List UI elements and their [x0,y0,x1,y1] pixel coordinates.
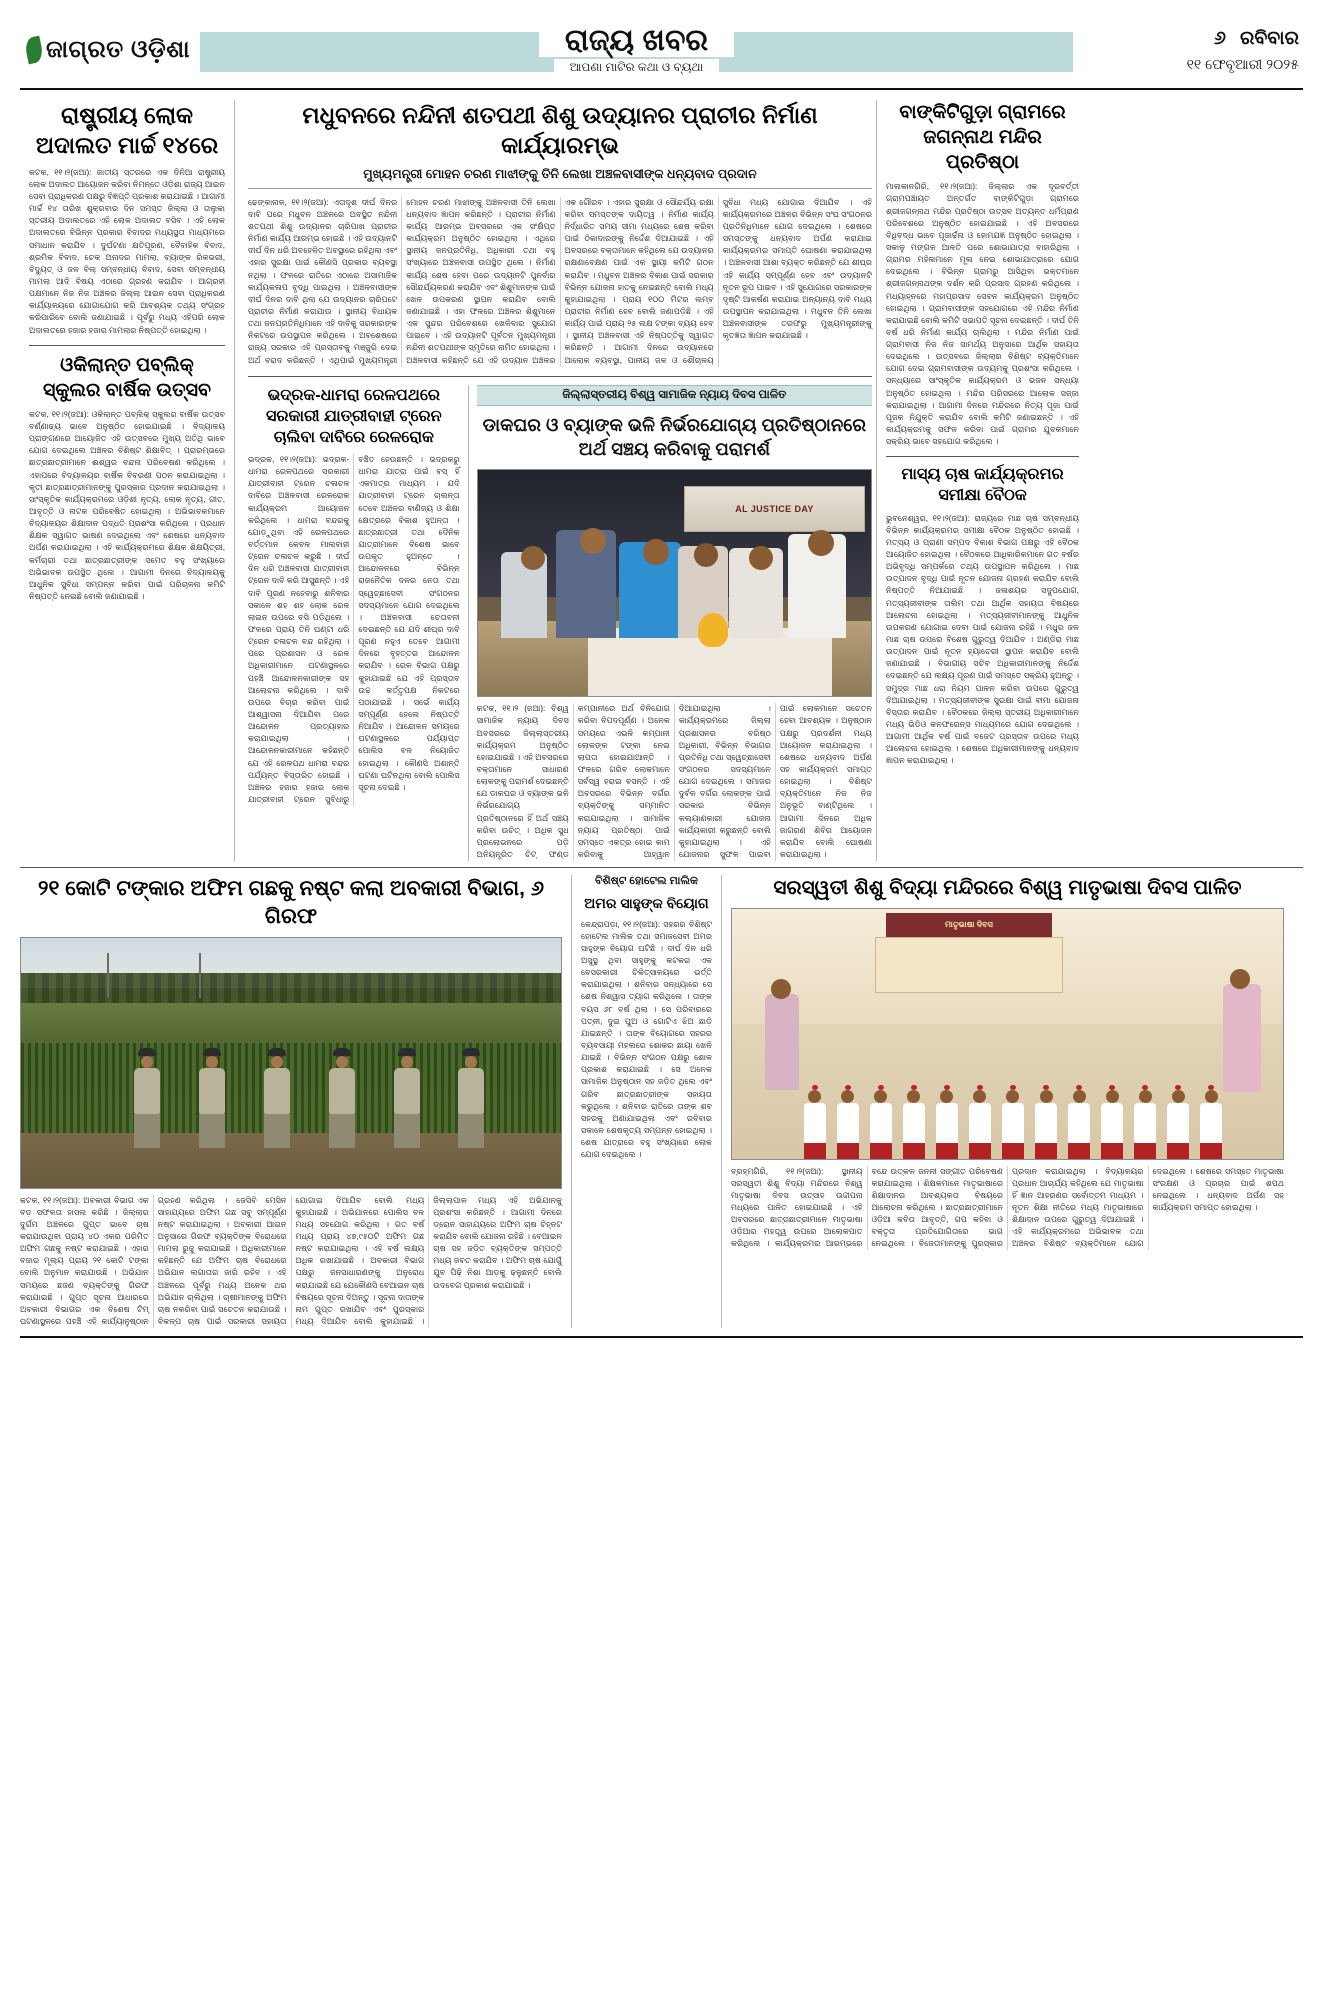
student-figure [837,1085,859,1159]
kicker-social-justice: ଜିଲ୍ଲାସ୍ତରୀୟ ବିଶ୍ୱ ସାମାଜିକ ନ୍ୟାୟ ଦିବସ ପାଳିତ [477,385,872,406]
person-head [771,979,791,999]
story-rail-rail-roko [244,385,469,861]
top-region [20,100,1303,861]
utility-pole-icon [107,953,109,998]
column-2 [234,100,876,861]
student-figure [903,1085,925,1159]
student-figure [1134,1085,1156,1159]
headline-rail-roko: ଭଦ୍ରକ-ଧାମରା ରେଳପଥରେ ସରକାରୀ ଯାତ୍ରୀବାହୀ ଟ୍ରେନ ଚାଲିବା ଦାବିରେ ରେଳରୋକ [265,386,442,446]
adult-figure [1223,984,1261,1092]
divider [886,456,1079,457]
student-figure [870,1085,892,1159]
student-figure [1068,1085,1090,1159]
story-body-obituary: କେନ୍ଦ୍ରାପଡ଼ା, ୧୧।୨(ଜଆ): ସହରର ବିଶିଷ୍ଟ ହୋଟେଲ ମାଲିକ ତଥା ସମାଜସେବୀ ଅମର ସାହୁଙ୍କ ବିୟୋଗ ଘଟିଛି । ଦୀର୍ଘ ଦିନ ଧରି ଅସୁସ୍ଥ ଥିବା ସାହୁଙ୍କୁ କଟକର ଏକ ବେସରକାରୀ ଚିକିତ୍ସାଳୟରେ ଭର୍ତ୍ତି କରାଯାଇଥିଲା । ଶନିବାର ସନ୍ଧ୍ୟାରେ ସେ ଶେଷ ନିଶ୍ୱାସ ତ୍ୟାଗ କରିଥିଲେ । ତାଙ୍କ ବୟସ ୬୮ ବର୍ଷ ଥିଲା । ସେ ପରିବାରରେ ପତ୍ନୀ, ଦୁଇ ପୁଅ ଓ ଗୋଟିଏ ଝିଅ ଛାଡ଼ି ଯାଇଛନ୍ତି । ତାଙ୍କ ବିୟୋଗରେ ସହରର ବ୍ୟବସାୟୀ ମହଲରେ ଶୋକର ଛାୟା ଖେଳି ଯାଇଛି । ବିଭିନ୍ନ ସଂଗଠନ ପକ୍ଷରୁ ଶୋକ ପ୍ରକାଶ କରାଯାଇଛି । ସେ ଅନେକ ସାମାଜିକ ଅନୁଷ୍ଠାନ ସହ ଜଡ଼ିତ ଥିଲେ ଏବଂ ଗରିବ ଛାତ୍ରଛାତ୍ରୀଙ୍କ ସହାୟତା କରୁଥିଲେ । ଶନିବାର ରାତିରେ ତାଙ୍କ ଶବ ସହରକୁ ଅଣାଯାଇଥିଲା ଏବଂ ରବିବାର ସକାଳେ ଶେଷକୃତ୍ୟ ସମ୍ପନ୍ନ ହୋଇଥିଲା । ଶେଷ ଯାତ୍ରାରେ ବହୁ ସଂଖ୍ୟାରେ ଲୋକ ଯୋଗ ଦେଇଥିଲେ । [581,919,712,1160]
story-body-lead-park-wall: ଢେଙ୍କାନାଳ, ୧୧।୨(ଜଆ): ଏତାଦୃଶ ଦୀର୍ଘ ଦିନର ଦାବି ପରେ ମଧୁବନ ଅଞ୍ଚଳରେ ଅବସ୍ଥିତ ନନ୍ଦିନୀ ଶତପଥୀ ଶିଶୁ ଉଦ୍ୟାନର ଚାରିପାଖ ପ୍ରାଚୀର ନିର୍ମାଣ କାର୍ଯ୍ୟ ଆରମ୍ଭ ହୋଇଛି । ଏହି ଉଦ୍ୟାନଟି ଦୀର୍ଘ ଦିନ ଧରି ଅବହେଳିତ ଅବସ୍ଥାରେ ରହିଥିଲା ଏବଂ ଏହାର ସୁରକ୍ଷା ପାଇଁ କୌଣସି ପ୍ରକାର ବ୍ୟବସ୍ଥା ନଥିଲା । ଫଳରେ ରାତିରେ ଏଠାରେ ଅସାମାଜିକ କାର୍ଯ୍ୟକଳାପ ବୃଦ୍ଧି ପାଇଥିଲା । ଅଞ୍ଚଳବାସୀଙ୍କ ଦୀର୍ଘ ଦିନର ଦାବି ଥିଲା ଯେ ଉଦ୍ୟାନର ଚାରିପଟେ ପ୍ରାଚୀର ନିର୍ମାଣ କରାଯାଉ । ସ୍ଥାନୀୟ ବିଧାୟକ ତଥା ଜନପ୍ରତିନିଧିମାନେ ଏହି ଦାବିକୁ ସରକାରଙ୍କ ନିକଟରେ ଉପସ୍ଥାପନ କରିଥିଲେ । ଅବଶେଷରେ ରାଜ୍ୟ ସରକାର ଏହି ପ୍ରସ୍ତାବକୁ ମଞ୍ଜୁରି ଦେଇ ଅର୍ଥ ବରାଦ କରିଛନ୍ତି । ଏଥିପାଇଁ ମୁଖ୍ୟମନ୍ତ୍ରୀ ମୋହନ ଚରଣ ମାଝୀଙ୍କୁ ଅଞ୍ଚଳବାସୀ ତିନି ଲେଖା ଧନ୍ୟବାଦ ଜ୍ଞାପନ କରିଛନ୍ତି । ପ୍ରାଚୀର ନିର୍ମାଣ କାର୍ଯ୍ୟ ଆରମ୍ଭ ଅବସରରେ ଏକ ସଂକ୍ଷିପ୍ତ କାର୍ଯ୍ୟକ୍ରମ ଅନୁଷ୍ଠିତ ହୋଇଥିଲା । ଏଥିରେ ସ୍ଥାନୀୟ ଜନପ୍ରତିନିଧି, ଅଧିକାରୀ ତଥା ବହୁ ସଂଖ୍ୟାରେ ଅଞ୍ଚଳବାସୀ ଉପସ୍ଥିତ ଥିଲେ । ନିର୍ମାଣ କାର୍ଯ୍ୟ ଶେଷ ହେବା ପରେ ଉଦ୍ୟାନଟି ପୁନର୍ବାର ସୌନ୍ଦର୍ଯ୍ୟକରଣ କରାଯିବ ଏବଂ ଶିଶୁମାନଙ୍କ ପାଇଁ ଖେଳ ଉପକରଣ ସ୍ଥାପନ କରାଯିବ ବୋଲି ଜଣାଯାଇଛି । ଏହା ଫଳରେ ଅଞ୍ଚଳର ଶିଶୁମାନେ ଏକ ସୁନ୍ଦର ପରିବେଶରେ ଖେଳିବାର ସୁଯୋଗ ପାଇବେ । ଏହି ଉଦ୍ୟାନଟି ପୂର୍ବତନ ମୁଖ୍ୟମନ୍ତ୍ରୀ ନନ୍ଦିନୀ ଶତପଥୀଙ୍କ ସ୍ମୃତିରେ ନାମିତ ହୋଇଥିଲା । ଅଞ୍ଚଳବାସୀ କହିଛନ୍ତି ଯେ ଏହି ଉଦ୍ୟାନ ଅଞ୍ଚଳର ଏକ ଗୌରବ । ଏହାର ସୁରକ୍ଷା ଓ ସୌନ୍ଦର୍ଯ୍ୟ ରକ୍ଷା କରିବା ସମସ୍ତଙ୍କ ଦାୟିତ୍ୱ । ନିର୍ମାଣ କାର୍ଯ୍ୟ ନିର୍ଦ୍ଧାରିତ ସମୟ ସୀମା ମଧ୍ୟରେ ଶେଷ କରିବା ପାଇଁ ଠିକାଦାରଙ୍କୁ ନିର୍ଦ୍ଦେଶ ଦିଆଯାଇଛି । ଏହି ଅବସରରେ ବକ୍ତାମାନେ କହିଥିଲେ ଯେ ଉଦ୍ୟାନର ରକ୍ଷଣାବେକ୍ଷଣ ପାଇଁ ଏକ ସ୍ଥାୟୀ କମିଟି ଗଠନ କରାଯିବ । ମଧୁବନ ଅଞ୍ଚଳର ବିକାଶ ପାଇଁ ସରକାର ବିଭିନ୍ନ ଯୋଜନା ହାତକୁ ନେଇଛନ୍ତି ବୋଲି ମଧ୍ୟ କୁହାଯାଇଥିଲା । ପ୍ରାୟ ୧୦୦ ମିଟର ଲମ୍ବ ପ୍ରାଚୀର ନିର୍ମାଣ ହେବ ବୋଲି ଜଣାପଡ଼ିଛି । ଏହି କାର୍ଯ୍ୟ ପାଇଁ ପ୍ରାୟ ୨୫ ଲକ୍ଷ ଟଙ୍କା ବ୍ୟୟ ହେବ । ସ୍ଥାନୀୟ ଅଞ୍ଚଳବାସୀ ଏହି ନିଷ୍ପତ୍ତିକୁ ସ୍ୱାଗତ କରିଛନ୍ତି । ଆଗାମୀ ଦିନରେ ଉଦ୍ୟାନରେ ଆଲୋକ ବ୍ୟବସ୍ଥା, ପାନୀୟ ଜଳ ଓ ଶୌଚାଳୟ ସୁବିଧା ମଧ୍ୟ ଯୋଗାଇ ଦିଆଯିବ । ଏହି କାର୍ଯ୍ୟକ୍ରମରେ ଅଞ୍ଚଳର ବିଭିନ୍ନ ସଂଘ ସଂଗଠନର ପ୍ରତିନିଧିମାନେ ଯୋଗ ଦେଇଥିଲେ । ଶେଷରେ ସମସ୍ତଙ୍କୁ ଧନ୍ୟବାଦ ଅର୍ପଣ କରାଯାଇ କାର୍ଯ୍ୟକ୍ରମର ସମାପ୍ତି ଘୋଷଣା କରାଯାଇଥିଲା । ଅଞ୍ଚଳବାସୀ ଆଶା ବ୍ୟକ୍ତ କରିଛନ୍ତି ଯେ ଶୀଘ୍ର ଏହି କାର୍ଯ୍ୟ ସମ୍ପୂର୍ଣ୍ଣ ହେବ ଏବଂ ଉଦ୍ୟାନଟି ନୂତନ ରୂପ ପାଇବ । ଏହି ସୁଯୋଗରେ ସରକାରଙ୍କ ଦୃଷ୍ଟି ଆକର୍ଷଣ କରାଯାଇ ଅନ୍ୟାନ୍ୟ ଦାବି ମଧ୍ୟ ଉପସ୍ଥାପନ କରାଯାଇଥିଲା । ମଧୁବନ ତିନି ଲେଖା ଅଞ୍ଚଳବାସୀଙ୍କ ତରଫରୁ ମୁଖ୍ୟମନ୍ତ୍ରୀଙ୍କୁ କୃତଜ୍ଞତା ଜ୍ଞାପନ କରାଯାଇଛି । [248,197,872,365]
student-figure [1002,1085,1024,1159]
headline-lok-adalat: ରାଷ୍ଟ୍ରୀୟ ଲୋକ ଅଦାଲତ ମାର୍ଚ୍ଚ ୧୪ରେ [35,102,219,159]
publication-date: ୧୧ ଫେବୃଆରୀ ୨୦୨୫ [1186,55,1299,72]
student-figure [1200,1085,1222,1159]
student-figure [969,1085,991,1159]
story-body-jagannath-temple: ମାଲକାନଗିରି, ୧୧।୨(ଜଆ): ଜିଲ୍ଲାର ଏକ ଦୂରବର୍ତ୍ତୀ ଗ୍ରାମପଞ୍ଚାୟତ ଅନ୍ତର୍ଗତ ବାଙ୍କିଟିଗୁଡ଼ା ଗ୍ରାମରେ ଶ୍ରୀଜଗନ୍ନାଥ ମନ୍ଦିର ପ୍ରତିଷ୍ଠା ଉତ୍ସବ ଅତ୍ୟନ୍ତ ଧର୍ମପ୍ରାଣ ପରିବେଶରେ ଅନୁଷ୍ଠିତ ହୋଇଯାଇଛି । ଏହି ଅବସରରେ ବିଧିବଦ୍ଧ ଭାବେ ପୂଜାର୍ଚ୍ଚନା ଓ ହୋମଯଜ୍ଞ ଅନୁଷ୍ଠିତ ହୋଇଥିଲା । ସକାଳୁ ମଙ୍ଗଳ ଆଳତି ପରେ ଶୋଭାଯାତ୍ରା ବାହାରିଥିଲା । ଗ୍ରାମର ମହିଳାମାନେ ମୂଳା ନେଇ ଶୋଭାଯାତ୍ରାରେ ଯୋଗ ଦେଇଥିଲେ । ବିଭିନ୍ନ ଗ୍ରାମରୁ ଆସିଥିବା ଭକ୍ତମାନେ ଶ୍ରୀଜଗନ୍ନାଥଙ୍କ ଦର୍ଶନ କରି ପ୍ରସାଦ ଗ୍ରହଣ କରିଥିଲେ । ମଧ୍ୟାହ୍ନରେ ମହାପ୍ରସାଦ ସେବନ କାର୍ଯ୍ୟକ୍ରମ ଅନୁଷ୍ଠିତ ହୋଇଥିଲା । ଗ୍ରାମବାସୀଙ୍କ ସହଯୋଗରେ ଏହି ମନ୍ଦିର ନିର୍ମାଣ କରାଯାଇଛି ବୋଲି କମିଟି ସଭାପତି ସୂଚନା ଦେଇଛନ୍ତି । ଦୀର୍ଘ ତିନି ବର୍ଷ ଧରି ନିର୍ମାଣ କାର୍ଯ୍ୟ ଚାଲିଥିଲା । ମନ୍ଦିର ନିର୍ମାଣ ପାଇଁ ଗ୍ରାମବାସୀ ନିଜ ନିଜ ସାମର୍ଥ୍ୟ ଅନୁସାରେ ଆର୍ଥିକ ସହାୟତା ଦେଇଥିଲେ । ଉତ୍ସବରେ ଜିଲ୍ଲାର ବିଶିଷ୍ଟ ବ୍ୟକ୍ତିମାନେ ଯୋଗ ଦେଇ ଗ୍ରାମବାସୀଙ୍କ ଉଦ୍ୟମକୁ ପ୍ରଶଂସା କରିଥିଲେ । ସନ୍ଧ୍ୟାରେ ସାଂସ୍କୃତିକ କାର୍ଯ୍ୟକ୍ରମ ଓ ଭଜନ ସନ୍ଧ୍ୟା ଅନୁଷ୍ଠିତ ହୋଇଥିଲା । ମନ୍ଦିର ପରିସରରେ ଆଲୋକ ସଜ୍ଜା କରାଯାଇଥିଲା । ଆଗାମୀ ଦିନରେ ମନ୍ଦିରରେ ନିତ୍ୟ ପୂଜା ପାଇଁ ପୂଜକ ନିଯୁକ୍ତି କରାଯିବ ବୋଲି କମିଟି ଜଣାଇଛନ୍ତି । ଏହି କାର୍ଯ୍ୟକ୍ରମକୁ ସଫଳ କରିବା ପାଇଁ ଗ୍ରାମର ଯୁବକମାନେ ସକ୍ରିୟ ଭାବେ ସହଯୋଗ କରିଥିଲେ । [886,182,1079,447]
headline-fishery-review-meeting: ମାସ୍ୟ ଚାଷ କାର୍ଯ୍ୟକ୍ରମର ସମୀକ୍ଷା ବୈଠକ [901,466,1064,505]
divider [248,376,872,377]
story-mother-language-day [722,875,1284,1328]
newspaper-logo [20,14,200,86]
leaf-icon [23,36,44,65]
person-head [643,539,669,565]
section-tagline: ଆପଣା ମାଟିର କଥା ଓ ବ୍ୟଥା [554,59,720,76]
story-body-rail-roko: ଭଦ୍ରକ, ୧୧।୨(ଜଆ): ଭଦ୍ରକ-ଧାମରା ରେଳପଥରେ ସରକାରୀ ଯାତ୍ରୀବାହୀ ଟ୍ରେନ ଚଳାଚଳ ଦାବିରେ ଅଞ୍ଚଳବାସୀ ରେଳରୋକ କାର୍ଯ୍ୟକ୍ରମ ଆୟୋଜନ କରିଥିଲେ । ଧାମରା ବନ୍ଦରକୁ ଯୋଡ଼ୁଥିବା ଏହି ରେଳପଥରେ ବର୍ତ୍ତମାନ କେବଳ ମାଲବାହୀ ଟ୍ରେନ ଚଳାଚଳ କରୁଛି । ଦୀର୍ଘ ଦିନ ଧରି ଅଞ୍ଚଳବାସୀ ଯାତ୍ରୀବାହୀ ଟ୍ରେନ ଦାବି କରି ଆସୁଛନ୍ତି । ଏହି ଦାବି ପୂରଣ ନହେବାରୁ ଶନିବାର ସକାଳେ ଶହ ଶହ ଲୋକ ରେଳ ଲାଇନ ଉପରେ ବସି ପଡ଼ିଥିଲେ । ଫଳରେ ପ୍ରାୟ ତିନି ଘଣ୍ଟା ଧରି ଟ୍ରେନ ଚଳାଚଳ ବନ୍ଦ ରହିଥିଲା । ପରେ ପ୍ରଶାସନ ଓ ରେଳ ଅଧିକାରୀମାନେ ଘଟଣାସ୍ଥଳରେ ପହଞ୍ଚି ଆନ୍ଦୋଳନକାରୀଙ୍କ ସହ ଆଲୋଚନା କରିଥିଲେ । ଦାବି ଉପରେ ବିଚାର କରିବା ପାଇଁ ଆଶ୍ୱାସନା ଦିଆଯିବା ପରେ ଆନ୍ଦୋଳନ ପ୍ରତ୍ୟାହାର କରାଯାଇଥିଲା । ଆନ୍ଦୋଳନକାରୀମାନେ କହିଛନ୍ତି ଯେ ଏହି ରେଳପଥ ଧାମରା ବନ୍ଦର ପର୍ଯ୍ୟନ୍ତ ବିସ୍ତାରିତ ହୋଇଛି । ଅଞ୍ଚଳର ହଜାର ହଜାର ଲୋକ ଯାତ୍ରୀବାହୀ ଟ୍ରେନ ସୁବିଧାରୁ ବଞ୍ଚିତ ହେଉଛନ୍ତି । ଭଦ୍ରକରୁ ଧାମରା ଯାତ୍ରା ପାଇଁ ବସ୍ ହିଁ ଏକମାତ୍ର ମାଧ୍ୟମ । ଯଦି ଯାତ୍ରୀବାହୀ ଟ୍ରେନ ଚାଲନ୍ତା ତେବେ ଅଞ୍ଚଳର ବାଣିଜ୍ୟ ଓ ଶିକ୍ଷା କ୍ଷେତ୍ରରେ ବିକାଶ ହୁଅନ୍ତା । ଛାତ୍ରଛାତ୍ରୀ ତଥା ଦୈନିକ ଯାତ୍ରୀମାନେ ବିଶେଷ ଭାବେ ଉପକୃତ ହୁଅନ୍ତେ । ଆନ୍ଦୋଳନରେ ବିଭିନ୍ନ ରାଜନୈତିକ ଦଳର ନେତା ତଥା ସ୍ୱେଚ୍ଛାସେବୀ ସଂଗଠନର ସଦସ୍ୟମାନେ ଯୋଗ ଦେଇଥିଲେ । ଅଞ୍ଚଳବାସୀ ଚେତାବନୀ ଦେଇଛନ୍ତି ଯେ ଯଦି ଶୀଘ୍ର ଦାବି ପୂରଣ ନହୁଏ ତେବେ ଆଗାମୀ ଦିନରେ ବୃହତ୍ତର ଆନ୍ଦୋଳନ କରାଯିବ । ରେଳ ବିଭାଗ ପକ୍ଷରୁ କୁହାଯାଇଛି ଯେ ଏହି ପ୍ରସ୍ତାବ ଉଚ୍ଚ କର୍ତ୍ତୃପକ୍ଷ ନିକଟରେ ପଠାଯାଇଛି । ସର୍ଭେ କାର୍ଯ୍ୟ ସମ୍ପୂର୍ଣ୍ଣ ହେଲେ ନିଷ୍ପତ୍ତି ନିଆଯିବ । ଆନ୍ଦୋଳନ ସମୟରେ ଘଟଣାସ୍ଥଳରେ ପର୍ଯ୍ୟାପ୍ତ ପୋଲିସ ବଳ ନିୟୋଜିତ ହୋଇଥିଲା । କୌଣସି ଅଶାନ୍ତି ଘଟଣା ଘଟିନଥିଲା ବୋଲି ପୋଲିସ ସୂଚନା ଦେଇଛି । [248,455,460,804]
photo-school-celebration [731,908,1284,1160]
divider [20,867,1303,868]
person-head [1230,969,1250,989]
story-body-mother-language-day: ବ୍ରହ୍ମଗିରି, ୧୧।୨(ଜଆ): ସ୍ଥାନୀୟ ସରସ୍ୱତୀ ଶିଶୁ ବିଦ୍ୟା ମନ୍ଦିରରେ ବିଶ୍ୱ ମାତୃଭାଷା ଦିବସ ଉତ୍ସାହ ଉଦ୍ଦୀପନା ମଧ୍ୟରେ ପାଳିତ ହୋଇଯାଇଛି । ଏହି ଅବସରରେ ଛାତ୍ରଛାତ୍ରୀମାନେ ମାତୃଭାଷା ଓଡ଼ିଆର ମହତ୍ତ୍ୱ ଉପରେ ଆଲୋକପାତ କରିଥିଲେ । କାର୍ଯ୍ୟକ୍ରମର ଆରମ୍ଭରେ ବନ୍ଦେ ଉତ୍କଳ ଜନନୀ ସଙ୍ଗୀତ ପରିବେଷଣ କରାଯାଇଥିଲା । ଶିକ୍ଷକମାନେ ମାତୃଭାଷାରେ ଶିକ୍ଷାଦାନର ଆବଶ୍ୟକତା ବିଷୟରେ ଆଲୋଚନା କରିଥିଲେ । ଛାତ୍ରଛାତ୍ରୀମାନେ ଓଡ଼ିଆ କବିତା ଆବୃତ୍ତି, ଗପ କହିବା ଓ ବକ୍ତୃତା ପ୍ରତିଯୋଗିତାରେ ଭାଗ ନେଇଥିଲେ । ବିଜେତାମାନଙ୍କୁ ପୁରସ୍କାର ପ୍ରଦାନ କରାଯାଇଥିଲା । ବିଦ୍ୟାଳୟର ପ୍ରଧାନ ଆଚାର୍ଯ୍ୟ କହିଥିଲେ ଯେ ମାତୃଭାଷା ହିଁ ଜ୍ଞାନ ଆହରଣର ସର୍ବୋତ୍ତମ ମାଧ୍ୟମ । ନୂତନ ଶିକ୍ଷା ନୀତିରେ ମଧ୍ୟ ମାତୃଭାଷାରେ ଶିକ୍ଷାଦାନ ଉପରେ ଗୁରୁତ୍ୱ ଦିଆଯାଇଛି । ଏହି କାର୍ଯ୍ୟକ୍ରମରେ ଅଭିଭାବକ ତଥା ଅଞ୍ଚଳର ବିଶିଷ୍ଟ ବ୍ୟକ୍ତିମାନେ ଯୋଗ ଦେଇଥିଲେ । ଶେଷରେ ସମସ୍ତେ ମାତୃଭାଷା ସଂରକ୍ଷଣ ଓ ପ୍ରଚାର ପାଇଁ ଶପଥ ନେଇଥିଲେ । ଧନ୍ୟବାଦ ଅର୍ପଣ ସହ କାର୍ଯ୍ୟକ୍ରମ ସମାପ୍ତ ହୋଇଥିଲା । [731,1166,1284,1249]
police-officer-figure [394,1048,420,1148]
masthead [20,14,1303,90]
person-head [521,546,545,570]
police-officer-figure [199,1048,225,1148]
kicker-obituary: ବିଶିଷ୍ଟ ହୋଟେଲ ମାଲିକ [594,875,699,888]
story-body-social-justice: କଟକ, ୧୧।୨ (ଜଆ): ବିଶ୍ୱ ସାମାଜିକ ନ୍ୟାୟ ଦିବସ ଅବସରରେ ଜିଲ୍ଲାସ୍ତରୀୟ କାର୍ଯ୍ୟକ୍ରମ ଅନୁଷ୍ଠିତ ହୋଇଯାଇଛି । ଏହି ଅବସରରେ ବକ୍ତାମାନେ ସାଧାରଣ ଲୋକଙ୍କୁ ପରାମର୍ଶ ଦେଇଛନ୍ତି ଯେ ଡାକଘର ଓ ବ୍ୟାଙ୍କ ଭଳି ନିର୍ଭରଯୋଗ୍ୟ ପ୍ରତିଷ୍ଠାନରେ ହିଁ ଅର୍ଥ ସଞ୍ଚୟ କରିବା ଉଚିତ୍ । ଅଧିକ ସୁଧ ପ୍ରଲୋଭନରେ ପଡ଼ି ଅନିୟନ୍ତ୍ରିତ ଚିଟ୍ ଫଣ୍ଡ କମ୍ପାନୀରେ ଅର୍ଥ ବିନିଯୋଗ କରିବା ବିପଦପୂର୍ଣ୍ଣ । ଅନେକ ସମୟରେ ଏଭଳି କମ୍ପାନୀ ଲୋକଙ୍କ ଟଙ୍କା ନେଇ ଲାପତା ହୋଇଯାଆନ୍ତି । ଫଳରେ ଗରିବ ଲୋକମାନେ ସର୍ବସ୍ୱ ହରାଇ ବସନ୍ତି । ଏହି ଅବସରରେ ବିଭିନ୍ନ ବର୍ଗର ବ୍ୟକ୍ତିଙ୍କୁ ସମ୍ମାନିତ କରାଯାଇଥିଲା । ସାମାଜିକ ନ୍ୟାୟ ପ୍ରତିଷ୍ଠା ପାଇଁ ସମସ୍ତେ ଏକତ୍ର ହୋଇ କାମ କରିବାକୁ ଆହ୍ୱାନ ଦିଆଯାଇଥିଲା । କାର୍ଯ୍ୟକ୍ରମରେ ଜିଲ୍ଲା ପ୍ରଶାସନର ବରିଷ୍ଠ ଅଧିକାରୀ, ବିଭିନ୍ନ ବିଭାଗର ପ୍ରତିନିଧି ତଥା ସ୍ୱେଚ୍ଛାସେବୀ ସଂଗଠନର ସଦସ୍ୟମାନେ ଯୋଗ ଦେଇଥିଲେ । ସମାଜର ଦୁର୍ବଳ ବର୍ଗର ଲୋକଙ୍କ ପାଇଁ ସରକାର ବିଭିନ୍ନ କଲ୍ୟାଣକାରୀ ଯୋଜନା କାର୍ଯ୍ୟକାରୀ କରୁଛନ୍ତି ବୋଲି କୁହାଯାଇଥିଲା । ଏହି ଯୋଜନାର ସୁଫଳ ପାଇବା ପାଇଁ ଲୋକମାନେ ସଚେତନ ହେବା ଆବଶ୍ୟକ । ଅନୁଷ୍ଠାନ ପକ୍ଷରୁ ପ୍ରଦର୍ଶନୀ ମଧ୍ୟ ଆୟୋଜନ କରାଯାଇଥିଲା । ଶେଷରେ ଧନ୍ୟବାଦ ଅର୍ପଣ ସହ କାର୍ଯ୍ୟକ୍ରମ ସମାପ୍ତ ହୋଇଥିଲା । ବିଶିଷ୍ଟ ବ୍ୟକ୍ତିମାନେ ନିଜ ନିଜ ଅନୁଭୂତି ବାଣ୍ଟିଥିଲେ । ଆଗାମୀ ଦିନରେ ଅଧିକ ଜାଗରଣ ଶିବିର ଆୟୋଜନ କରାଯିବ ବୋଲି ଘୋଷଣା କରାଯାଇଥିଲା । [476,704,872,859]
story-body-fishery-review-meeting: ଭୁବନେଶ୍ୱର, ୧୧।୨(ଜଆ): ରାଜ୍ୟରେ ମାଛ ଚାଷ ସମ୍ବନ୍ଧୀୟ ବିଭିନ୍ନ କାର୍ଯ୍ୟକ୍ରମର ସମୀକ୍ଷା ବୈଠକ ଅନୁଷ୍ଠିତ ହୋଇଛି । ମତ୍ସ୍ୟ ଓ ପ୍ରାଣୀ ସମ୍ପଦ ବିକାଶ ବିଭାଗ ପକ୍ଷରୁ ଏହି ବୈଠକ ଆୟୋଜିତ ହୋଇଥିଲା । ବୈଠକରେ ଆଧିକାରିକମାନେ ଗତ ବର୍ଷର ଅଭିବୃଦ୍ଧି ସମ୍ପର୍କରେ ତଥ୍ୟ ଉପସ୍ଥାପନ କରିଥିଲେ । ମାଛ ଉତ୍ପାଦନ ବୃଦ୍ଧି ପାଇଁ ନୂତନ ଯୋଜନା ଗ୍ରହଣ କରାଯିବ ବୋଲି ନିଷ୍ପତ୍ତି ନିଆଯାଇଛି । ଜଳାଶୟର ସଦୁପଯୋଗ, ମତ୍ସ୍ୟଜୀବୀଙ୍କ ତାଲିମ ତଥା ଆର୍ଥିକ ସହାୟତା ବିଷୟରେ ଆଲୋଚନା ହୋଇଥିଲା । ମତ୍ସ୍ୟଜୀବୀମାନଙ୍କୁ ଆଧୁନିକ ଉପକରଣ ଯୋଗାଇ ଦେବା ପାଇଁ ଯୋଜନା ରହିଛି । ମଧୁର ଜଳ ମାଛ ଚାଷ ଉପରେ ବିଶେଷ ଗୁରୁତ୍ୱ ଦିଆଯିବ । ଅଣ୍ଡିରା ମାଛ ଉତ୍ପାଦନ ପାଇଁ ନୂତନ ହ୍ୟାଚେରୀ ସ୍ଥାପନ କରାଯିବ ବୋଲି ଜଣାଯାଇଛି । ବିଭାଗୀୟ ସଚିବ ଅଧିକାରୀମାନଙ୍କୁ ନିର୍ଦ୍ଦେଶ ଦେଇଛନ୍ତି ଯେ ଲକ୍ଷ୍ୟ ପୂରଣ ପାଇଁ ସମସ୍ତେ ସକ୍ରିୟ ହୁଅନ୍ତୁ । ସମୁଦ୍ର ମାଛ ଧରା ନିୟମ ପାଳନ କରିବା ଉପରେ ଗୁରୁତ୍ୱ ଦିଆଯାଇଥିଲା । ମତ୍ସ୍ୟଜୀବୀଙ୍କ ସୁରକ୍ଷା ପାଇଁ ବୀମା ଯୋଜନା ବିସ୍ତାର କରାଯିବ । ବୈଠକରେ ଜିଲ୍ଲା ସ୍ତରୀୟ ଅଧିକାରୀମାନେ ମଧ୍ୟ ଭିଡିଓ କନଫରେନ୍ସ ମାଧ୍ୟମରେ ଯୋଗ ଦେଇଥିଲେ । ଆଗାମୀ ଆର୍ଥିକ ବର୍ଷ ପାଇଁ ବଜେଟ ପ୍ରସ୍ତାବ ଉପରେ ମଧ୍ୟ ଆଲୋଚନା ହୋଇଥିଲା । ଶେଷରେ ଅଧିକାରୀମାନଙ୍କୁ ଧନ୍ୟବାଦ ଜ୍ଞାପନ କରାଯାଇଥିଲା । [886,513,1079,766]
story-opium-destroyed [20,875,572,1328]
police-officer-figure [329,1048,355,1148]
weekday: ରବିବାର [1239,27,1299,49]
divider [29,345,225,346]
headline-obituary: ଅମର ସାହୁଙ୍କ ବିୟୋଗ [584,895,709,912]
subheadline-lead-park-wall: ମୁଖ୍ୟମନ୍ତ୍ରୀ ମୋହନ ଚରଣ ମାଝୀଙ୍କୁ ତିନି ଲେଖା ଅଞ୍ଚଳବାସୀଙ୍କ ଧନ୍ୟବାଦ ପ୍ରଦାନ [248,167,872,189]
masthead-center [200,14,1073,86]
photo-social-justice-event [477,469,872,697]
adult-figure [765,994,799,1090]
headline-mother-language-day: ସରସ୍ୱତୀ ଶିଶୁ ବିଦ୍ୟା ମନ୍ଦିରରେ ବିଶ୍ୱ ମାତୃଭାଷା ଦିବସ ପାଳିତ [773,877,1242,900]
column-1 [20,100,234,861]
student-figure [804,1085,826,1159]
student-figure [1035,1085,1057,1159]
police-officer-figure [458,1048,484,1148]
police-officer-figure [134,1048,160,1148]
bottom-region [20,875,1303,1328]
student-figure [1167,1085,1189,1159]
story-body-opium-destroyed: କଟକ, ୧୧।୨(ଜଆ): ଅବକାରୀ ବିଭାଗ ଏକ ବଡ଼ ସଫଳତା ହାସଲ କରିଛି । ଜିଲ୍ଲାର ଦୁର୍ଗମ ଅଞ୍ଚଳରେ ଗୁପ୍ତ ଭାବେ ଚାଷ କରାଯାଉଥିବା ପ୍ରାୟ ୪୦ ଏକର ପରିମିତ ଅଫିମ ଗଛକୁ ନଷ୍ଟ କରାଯାଇଛି । ଏହାର ବଜାର ମୂଲ୍ୟ ପ୍ରାୟ ୨୧ କୋଟି ଟଙ୍କା ବୋଲି ଅନୁମାନ କରାଯାଉଛି । ଅଭିଯାନ ସମୟରେ ଛଜଣ ବ୍ୟକ୍ତିଙ୍କୁ ଗିରଫ କରାଯାଇଛି । ଗୁପ୍ତ ସୂଚନା ଆଧାରରେ ଅବକାରୀ ବିଭାଗର ଏକ ବିଶେଷ ଟିମ୍ ଘଟଣାସ୍ଥଳରେ ପହଞ୍ଚି ଏହି କାର୍ଯ୍ୟାନୁଷ୍ଠାନ ଗ୍ରହଣ କରିଥିଲା । ଜେସିବି ମେସିନ ସାହାଯ୍ୟରେ ଅଫିମ ଗଛ ସବୁ ସମ୍ପୂର୍ଣ୍ଣ ନଷ୍ଟ କରାଯାଇଥିଲା । ଅବକାରୀ ଆଇନ ଅନୁସାରେ ଗିରଫ ବ୍ୟକ୍ତିଙ୍କ ବିରୋଧରେ ମାମଲା ରୁଜୁ କରାଯାଇଛି । ଅଧିକାରୀମାନେ କହିଛନ୍ତି ଯେ ଅଫିମ ଚାଷ ବିରୋଧରେ ଅଭିଯାନ ଲଗାତାର ଜାରି ରହିବ । ଏହି ଅଞ୍ଚଳରେ ପୂର୍ବରୁ ମଧ୍ୟ ଅନେକ ଥର ଅଭିଯାନ ଚାଲିଥିଲା । ଚାଷୀମାନଙ୍କୁ ଅଫିମ ଚାଷ ନକରିବା ପାଇଁ ସଚେତନ କରାଯାଉଛି । ବିକଳ୍ପ ଚାଷ ପାଇଁ ସରକାରୀ ସହାୟତା ଯୋଗାଇ ଦିଆଯିବ ବୋଲି ମଧ୍ୟ କୁହାଯାଇଛି । ଅଭିଯାନରେ ପୋଲିସ ବଳ ମଧ୍ୟ ସହଯୋଗ କରିଥିଲା । ଗତ ବର୍ଷ ମଧ୍ୟ ପ୍ରାୟ ୪୭,୯୫୦ଟି ଅଫିମ ଗଛ ନଷ୍ଟ କରାଯାଇଥିଲା । ଏହି ବର୍ଷ ଲକ୍ଷ୍ୟ ଅଧିକ ରଖାଯାଇଛି । ଅବକାରୀ ବିଭାଗ ପକ୍ଷରୁ ଜନସାଧାରଣଙ୍କୁ ଅନୁରୋଧ କରାଯାଇଛି ଯେ ଯେକୌଣସି ବେଆଇନ ଚାଷ ବିଷୟରେ ସୂଚନା ଦିଅନ୍ତୁ । ସୂଚନା ଦାତାଙ୍କ ନାମ ଗୁପ୍ତ ରଖାଯିବ ଏବଂ ପୁରସ୍କାର ମଧ୍ୟ ଦିଆଯିବ ବୋଲି କୁହାଯାଇଛି । ଜିଲ୍ଲାପାଳ ମଧ୍ୟ ଏହି ଅଭିଯାନକୁ ପ୍ରଶଂସା କରିଛନ୍ତି । ଆଗାମୀ ଦିନରେ ଡ୍ରୋନ ସାହାଯ୍ୟରେ ଅଫିମ ଚାଷ ଚିହ୍ନଟ କରାଯିବ ବୋଲି ଯୋଜନା ରହିଛି । ବେଆଇନ ଚାଷ ସହ ଜଡ଼ିତ ବ୍ୟକ୍ତିଙ୍କ ସମ୍ପତ୍ତି ମଧ୍ୟ ଜବତ କରାଯିବ । ଅଫିମ ଚାଷ ଯୋଗୁଁ ଯୁବ ପିଢ଼ି ନିଶା ଆଡ଼କୁ ଢଳୁଛନ୍ତି ବୋଲି ଉଦବେଗ ପ୍ରକାଶ କରାଯାଇଛି । [20,1195,562,1326]
student-figure [936,1085,958,1159]
headline-lead-park-wall: ମଧୁବନରେ ନନ୍ଦିନୀ ଶତପଥୀ ଶିଶୁ ଉଦ୍ୟାନର ପ୍ରାଚୀର ନିର୍ମାଣ କାର୍ଯ୍ୟାରମ୍ଭ [302,102,818,159]
story-body-lok-adalat: କଟକ, ୧୧।୨(ଜଆ): ଜାତୀୟ ସ୍ତରରେ ଏକ ଦିନିଆ ରାଷ୍ଟ୍ରୀୟ ଲୋକ ଅଦାଲତ ଆୟୋଜନ କରିବା ନିମନ୍ତେ ଓଡ଼ିଶା ରାଜ୍ୟ ଆଇନ ସେବା ପ୍ରାଧିକରଣ ପକ୍ଷରୁ ବିଜ୍ଞପ୍ତି ପ୍ରକାଶ କରାଯାଇଛି । ଆଗାମୀ ମାର୍ଚ୍ଚ ୧୪ ତାରିଖ ଶୁକ୍ରବାର ଦିନ ସମସ୍ତ ଜିଲ୍ଲା ଓ ତାଲୁକା ସ୍ତରୀୟ ଅଦାଲତରେ ଏହି ଲୋକ ଅଦାଲତ ବସିବ । ଏହି ଲୋକ ଅଦାଲତରେ ବିଭିନ୍ନ ପ୍ରକାର ବିବାଦର ମଧ୍ୟସ୍ଥତା ମାଧ୍ୟମରେ ସମାଧାନ କରାଯିବ । ଦୁର୍ଘଟଣା କ୍ଷତିପୂରଣ, ବୈବାହିକ ବିବାଦ, ଶ୍ରମିକ ବିବାଦ, ଚେକ ଅନାଦର ମାମଲା, ବ୍ୟାଙ୍କ ରିକଭରୀ, ବିଦ୍ୟୁତ୍ ଓ ଜଳ ବିଲ୍ ସମ୍ବନ୍ଧୀୟ ବିବାଦ, ସେବା ସମ୍ବନ୍ଧୀୟ ମାମଲା ଆଦି ବିଷୟ ଏଠାରେ ଗ୍ରହଣ କରାଯିବ । ଆଗ୍ରହୀ ପକ୍ଷମାନେ ନିଜ ନିଜ ଅଞ୍ଚଳର ଜିଲ୍ଲା ଆଇନ ସେବା ପ୍ରାଧିକରଣ କାର୍ଯ୍ୟାଳୟରେ ଯୋଗାଯୋଗ କରି ଆବଶ୍ୟକ ତଥ୍ୟ ସଂଗ୍ରହ କରିପାରିବେ ବୋଲି ଜଣାଯାଇଛି । ପୂର୍ବରୁ ମଧ୍ୟ ଏହିପରି ଲୋକ ଅଦାଲତରେ ହଜାର ହଜାର ମାମଲାର ନିଷ୍ପତ୍ତି ହୋଇଥିଲା । [29,167,225,335]
headline-jagannath-temple: ବାଙ୍କିଟିଗୁଡ଼ା ଗ୍ରାମରେ ଜଗନ୍ନାଥ ମନ୍ଦିର ପ୍ରତିଷ୍ଠା [899,102,1066,174]
photo-banner-text: AL JUSTICE DAY [684,486,865,532]
story-body-school-annual-day: କଟକ, ୧୧।୨(ଜଆ): ଓକିଲାନ୍ତ ପବ୍ଲିକ୍ ସ୍କୁଲର ବାର୍ଷିକ ଉତ୍ସବ ବର୍ଣ୍ଣାଢ୍ୟ ଭାବେ ଅନୁଷ୍ଠିତ ହୋଇଯାଇଛି । ବିଦ୍ୟାଳୟ ପ୍ରାଙ୍ଗଣରେ ଆୟୋଜିତ ଏହି ଉତ୍ସବରେ ମୁଖ୍ୟ ଅତିଥି ଭାବେ ଯୋଗ ଦେଇଥିଲେ ଅଞ୍ଚଳର ବିଶିଷ୍ଟ ଶିକ୍ଷାବିତ୍ । ପ୍ରାରମ୍ଭରେ ଛାତ୍ରଛାତ୍ରୀମାନେ ଈଶ୍ୱର ବନ୍ଦନା ପରିବେଷଣ କରିଥିଲେ । ଏହାପରେ ବିଦ୍ୟାଳୟର ବାର୍ଷିକ ବିବରଣୀ ପଠନ କରାଯାଇଥିଲା । କୃତୀ ଛାତ୍ରଛାତ୍ରୀମାନଙ୍କୁ ପୁରସ୍କାର ପ୍ରଦାନ କରାଯାଇଥିଲା । ସାଂସ୍କୃତିକ କାର୍ଯ୍ୟକ୍ରମରେ ଓଡ଼ିଶୀ ନୃତ୍ୟ, ଲୋକ ନୃତ୍ୟ, ଗୀତ, ଆବୃତ୍ତି ଓ ନାଟକ ପରିବେଷିତ ହୋଇଥିଲା । ଅଭିଭାବକମାନେ ବିଦ୍ୟାଳୟର ଶିକ୍ଷାଦାନ ପଦ୍ଧତି ପ୍ରଶଂସା କରିଥିଲେ । ପ୍ରଧାନ ଶିକ୍ଷକ ସ୍ୱାଗତ ଭାଷଣ ଦେଇଥିଲେ ଏବଂ ଶେଷରେ ଧନ୍ୟବାଦ ଅର୍ପଣ କରାଯାଇଥିଲା । ଏହି କାର୍ଯ୍ୟକ୍ରମରେ ଶିକ୍ଷକ ଶିକ୍ଷୟିତ୍ରୀ, କର୍ମଚାରୀ ତଥା ଛାତ୍ରଛାତ୍ରୀଙ୍କ ସମେତ ବହୁ ସଂଖ୍ୟାରେ ଅଭିଭାବକ ଉପସ୍ଥିତ ଥିଲେ । ଆଗାମୀ ଦିନରେ ବିଦ୍ୟାଳୟକୁ ଆଧୁନିକ ସୁବିଧା ସମ୍ପନ୍ନ କରିବା ପାଇଁ ପରିଚାଳନା କମିଟି ନିଷ୍ପତ୍ତି ନେଇଛି ବୋଲି ଜଣାଯାଇଛି । [29,409,225,601]
person-head [749,546,773,570]
person-head [580,528,606,554]
section-title: ରାଜ୍ୟ ଖବର [539,24,734,57]
logo-text: ଜାଗ୍ରତ ଓଡ଼ିଶା [46,36,191,63]
story-obituary [572,875,722,1328]
headline-opium-destroyed: ୨୧ କୋଟି ଟଙ୍କାର ଅଫିମ ଗଛକୁ ନଷ୍ଟ କଲା ଅବକାରୀ ବିଭାଗ, ୬ ଗିରଫ [37,877,545,928]
page-number: ୬ [1214,27,1226,49]
page-footer-rule [20,1336,1303,1338]
photo-banner-text: ମାତୃଭାଷା ଦିବସ [886,913,1051,937]
column-6 [876,100,1088,861]
masthead-right [1073,14,1303,86]
headline-social-justice: ଡାକଘର ଓ ବ୍ୟାଙ୍କ ଭଳି ନିର୍ଭରଯୋଗ୍ୟ ପ୍ରତିଷ୍ଠାନରେ ଅର୍ଥ ସଞ୍ଚୟ କରିବାକୁ ପରାମର୍ଶ [482,414,866,459]
photo-opium-field-raid [20,937,562,1189]
police-officer-figure [264,1048,290,1148]
headline-school-annual-day: ଓକିଲାନ୍ତ ପବ୍ଲିକ୍ ସ୍କୁଲର ବାର୍ଷିକ ଉତ୍ସବ [43,354,211,401]
doll-decoration-icon [698,613,728,647]
student-figure [1101,1085,1123,1159]
utility-pole-icon [199,953,201,998]
story-rail-social-justice [469,385,876,861]
